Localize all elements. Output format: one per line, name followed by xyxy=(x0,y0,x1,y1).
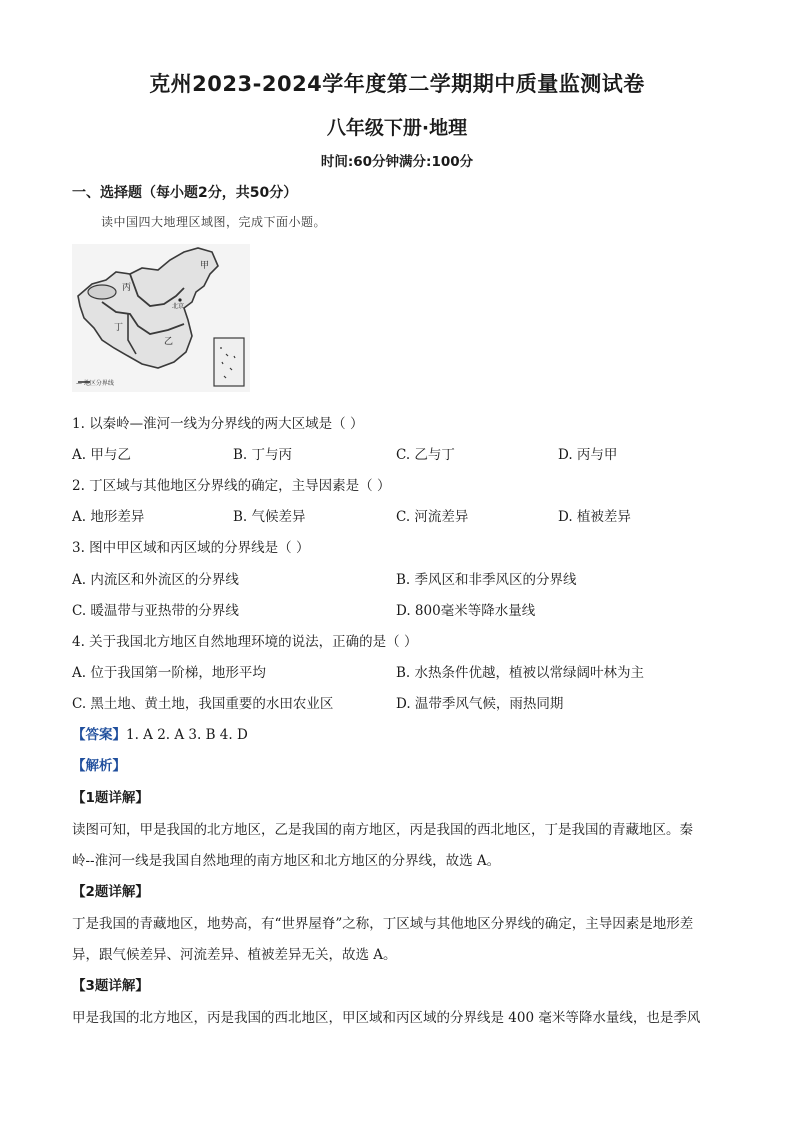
beijing-marker xyxy=(178,298,181,301)
question-1-option-b: B. 丁与丙 xyxy=(233,447,293,463)
analysis-1-line-1: 读图可知，甲是我国的北方地区，乙是我国的南方地区，丙是我国的西北地区，丁是我国的青藏地区。秦 xyxy=(72,822,693,838)
question-3-option-b: B. 季风区和非季风区的分界线 xyxy=(396,572,577,588)
analysis-2-line-1: 丁是我国的青藏地区，地势高，有“世界屋脊”之称，丁区域与其他地区分界线的确定，主导因素是地形差 xyxy=(72,916,694,932)
analysis-label: 【解析】 xyxy=(72,758,126,774)
exam-subtitle: 八年级下册·地理 xyxy=(326,117,468,139)
question-4-option-d: D. 温带季风气候，雨热同期 xyxy=(396,696,564,712)
question-2-option-a: A. 地形差异 xyxy=(72,509,145,525)
analysis-2-line-2: 异，跟气候差异、河流差异、植被差异无关，故选 A。 xyxy=(72,947,397,963)
analysis-1-heading: 【1题详解】 xyxy=(72,790,149,806)
question-2-option-d: D. 植被差异 xyxy=(558,509,631,525)
question-3-stem: 3. 图中甲区域和丙区域的分界线是（ ） xyxy=(72,540,310,556)
map-label-ding: 丁 xyxy=(114,323,124,333)
exam-title: 克州2023-2024学年度第二学期期中质量监测试卷 xyxy=(149,72,645,96)
basin-shape xyxy=(88,285,116,299)
analysis-3-heading: 【3题详解】 xyxy=(72,978,149,994)
time-info: 时间:60分钟满分:100分 xyxy=(320,154,474,170)
analysis-1-line-2: 岭--淮河一线是我国自然地理的南方地区和北方地区的分界线，故选 A。 xyxy=(72,853,501,869)
question-3-option-c: C. 暖温带与亚热带的分界线 xyxy=(72,603,239,619)
question-1-option-d: D. 丙与甲 xyxy=(558,447,618,463)
south-sea-inset xyxy=(214,338,244,386)
analysis-2-heading: 【2题详解】 xyxy=(72,884,149,900)
section-heading: 一、选择题（每小题2分，共50分） xyxy=(72,185,298,201)
question-4-stem: 4. 关于我国北方地区自然地理环境的说法，正确的是（ ） xyxy=(72,634,418,650)
question-2-option-b: B. 气候差异 xyxy=(233,509,306,525)
map-label-beijing: 北京 xyxy=(172,303,185,310)
question-2-stem: 2. 丁区域与其他地区分界线的确定，主导因素是（ ） xyxy=(72,478,391,494)
question-1-option-a: A. 甲与乙 xyxy=(72,447,131,463)
question-4-option-b: B. 水热条件优越，植被以常绿阔叶林为主 xyxy=(396,665,645,681)
answer-row xyxy=(72,723,248,743)
question-3-option-d: D. 800毫米等降水量线 xyxy=(396,603,536,619)
answer-values: 1. A 2. A 3. B 4. D xyxy=(126,727,248,743)
answer-label: 【答案】 xyxy=(72,727,126,743)
question-2-option-c: C. 河流差异 xyxy=(396,509,469,525)
map-label-jia: 甲 xyxy=(200,261,210,271)
question-1-stem: 1. 以秦岭—淮河一线为分界线的两大区域是（ ） xyxy=(72,416,364,432)
china-regions-map xyxy=(72,244,250,392)
question-3-option-a: A. 内流区和外流区的分界线 xyxy=(72,572,239,588)
analysis-3-line-1: 甲是我国的北方地区，丙是我国的西北地区，甲区域和丙区域的分界线是 400 毫米等降水量线，也是季风 xyxy=(72,1010,701,1026)
map-label-yi: 乙 xyxy=(164,337,174,347)
intro-text: 读中国四大地理区域图，完成下面小题。 xyxy=(101,215,327,229)
map-label-bing: 丙 xyxy=(122,283,132,293)
question-1-option-c: C. 乙与丁 xyxy=(396,447,455,463)
question-4-option-a: A. 位于我国第一阶梯，地形平均 xyxy=(72,665,266,681)
question-4-option-c: C. 黑土地、黄土地，我国重要的水田农业区 xyxy=(72,696,334,712)
map-legend: — 地区分界线 xyxy=(76,380,114,387)
